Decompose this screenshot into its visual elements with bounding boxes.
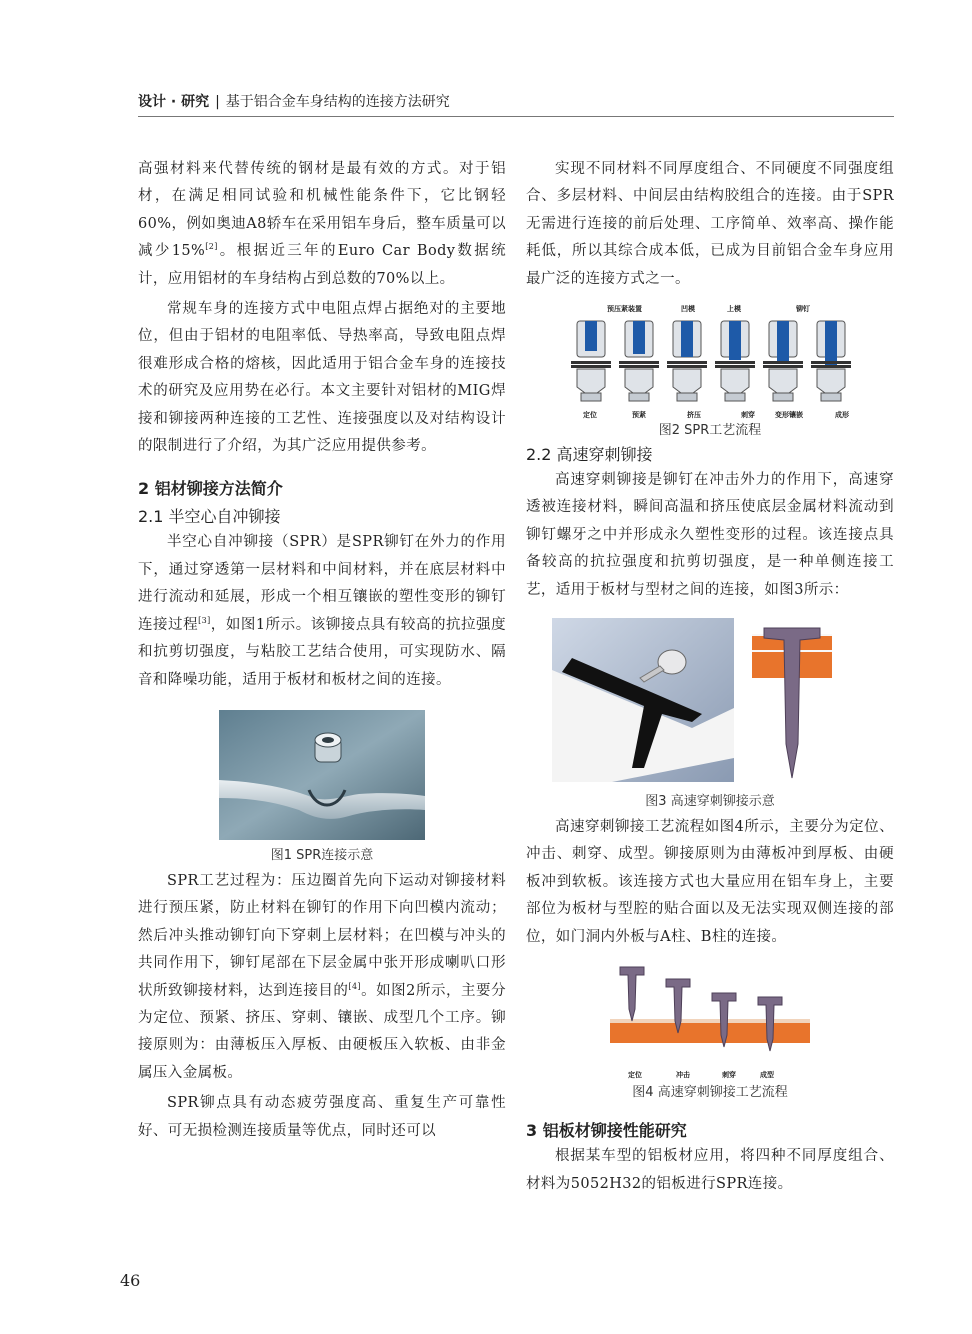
paragraph-text: 。如图2所示，主要分为定位、预紧、挤压、穿刺、镶嵌、成型几个工序。铆接原则为：由薄板压入厚板、由硬板压入软板、由非金属压入金属板。 (138, 982, 506, 1081)
figure-3-section (752, 624, 832, 782)
citation: [2] (205, 242, 218, 252)
header-rule (138, 116, 894, 117)
fig2-stage-flare: 变形镶嵌 (775, 411, 803, 420)
paragraph (138, 529, 506, 693)
fig2-stage-squeeze: 挤压 (687, 411, 701, 420)
figure-3-caption: 图3 高速穿刺铆接示意 (645, 794, 775, 810)
paragraph-text: 。根据近三年的Euro Car Body数据统计，应用铝材的车身结构占到总数的70%以上。 (138, 243, 506, 287)
fig4-label-form: 成型 (760, 1071, 774, 1080)
left-column (138, 156, 506, 1145)
figure-4-process (610, 959, 810, 1083)
fig4-label-locate: 定位 (628, 1071, 642, 1080)
subsection-heading: 2.1 半空心自冲铆接 (138, 507, 281, 527)
paragraph: 常规车身的连接方式中电阻点焊占据绝对的主要地位，但由于铝材的电阻率低、导热率高，导致电阻点焊很难形成合格的熔核，因此适用于铝合金车身的连接技术的研究及应用势在必行。本文主要针对铝材的MIG焊接和铆接两种连接的工艺性、连接强度以及对结构设计的限制进行了介绍，为其广泛应用提供参考。 (138, 301, 506, 455)
figure-2-spr-process (555, 303, 865, 421)
fig2-stage-locate: 定位 (583, 411, 597, 420)
header-title: 基于铝合金车身结构的连接方法研究 (225, 94, 450, 110)
fig2-stage-drawing (667, 321, 707, 401)
subsection-heading: 2.2 高速穿刺铆接 (526, 445, 653, 465)
fig2-label-punch: 上模 (727, 305, 741, 314)
citation: [3] (198, 615, 211, 625)
citation: [4] (348, 981, 361, 991)
header-section: 设计 · 研究 (138, 94, 210, 110)
paragraph (138, 156, 506, 293)
section-heading: 3 铝板材铆接性能研究 (526, 1121, 687, 1141)
fig2-stage-pierce: 刺穿 (741, 411, 755, 420)
fig2-stage-drawing (811, 321, 851, 401)
fig2-label-blankholder: 预压紧装置 (607, 305, 642, 314)
paragraph: 高速穿刺铆接是铆钉在冲击外力的作用下，高速穿透被连接材料，瞬间高温和挤压使底层金属材料流动到铆钉螺牙之中并形成永久塑性变形的过程。该连接点具备较高的抗拉强度和抗剪切强度，是一种单侧连接工艺，适用于板材与型材之间的连接，如图3所示： (526, 472, 894, 598)
paragraph (138, 868, 506, 1087)
paragraph: SPR铆点具有动态疲劳强度高、重复生产可靠性好、可无损检测连接质量等优点，同时还可以 (138, 1095, 506, 1139)
paragraph: 高速穿刺铆接工艺流程如图4所示，主要分为定位、冲击、刺穿、成型。铆接原则为由薄板冲到厚板、由硬板冲到软板。该连接方式也大量应用在铝车身上，主要部位为板材与型腔的贴合面以及无法实现双侧连接的部位，如门洞内外板与A柱、B柱的连接。 (526, 819, 894, 945)
paragraph-text: 半空心自冲铆接（SPR）是SPR铆钉在外力的作用下，通过穿透第一层材料和中间材料，并在底层材料中进行流动和延展，形成一个相互镶嵌的塑性变形的铆钉连接过程 (138, 534, 506, 633)
figure-1-caption: 图1 SPR连接示意 (270, 847, 374, 863)
fig2-label-rivet: 铆钉 (796, 305, 810, 314)
fig4-rivet (620, 967, 644, 1021)
section-heading: 2 铝材铆接方法简介 (138, 479, 283, 499)
fig2-stage-preload: 预紧 (632, 411, 646, 420)
figure-1-spr-photo (219, 710, 425, 840)
fig4-label-pierce: 刺穿 (722, 1071, 736, 1080)
figure-4-caption: 图4 高速穿刺铆接工艺流程 (632, 1085, 788, 1101)
fig2-stage-form: 成形 (835, 411, 849, 420)
right-column (526, 156, 894, 1198)
page-number: 46 (120, 1271, 141, 1290)
figure-3 (526, 618, 894, 782)
fig2-stage-drawing (571, 321, 611, 401)
header-separator: | (215, 94, 220, 110)
fig2-stage-drawing (715, 321, 755, 401)
paragraph-text: ，如图1所示。该铆接点具有较高的抗拉强度和抗剪切强度，与粘胶工艺结合使用，可实现防水、隔音和降噪功能，适用于板材和板材之间的连接。 (138, 616, 506, 688)
fig2-stage-drawing (763, 321, 803, 401)
fig2-label-die: 凹模 (681, 305, 695, 314)
running-header (138, 91, 450, 111)
paragraph: 根据某车型的铝板材应用，将四种不同厚度组合、材料为5052H32的铝板进行SPR连接。 (526, 1148, 894, 1192)
paragraph-text: SPR工艺过程为：压边圈首先向下运动对铆接材料进行预压紧，防止材料在铆钉的作用下向凹模内流动；然后冲头推动铆钉向下穿刺上层材料；在凹模与冲头的共同作用下，铆钉尾部在下层金属中张开形成喇叭口形状所致铆接材料，达到连接目的 (138, 872, 506, 999)
figure-3-photo (552, 618, 734, 782)
paragraph-text: 高强材料来代替传统的钢材是最有效的方式。对于铝材，在满足相同试验和机械性能条件下，它比钢轻60%，例如奥迪A8轿车在采用铝车身后，整车质量可以减少15% (138, 161, 506, 260)
figure-2-caption: 图2 SPR工艺流程 (658, 423, 762, 439)
fig4-label-impact: 冲击 (676, 1071, 690, 1080)
fig2-stage-drawing (619, 321, 659, 401)
paragraph: 实现不同材料不同厚度组合、不同硬度不同强度组合、多层材料、中间层由结构胶组合的连接。由于SPR无需进行连接的前后处理、工序简单、效率高、操作能耗低，所以其综合成本低，已成为目前铝合金车身应用最广泛的连接方式之一。 (526, 161, 894, 287)
